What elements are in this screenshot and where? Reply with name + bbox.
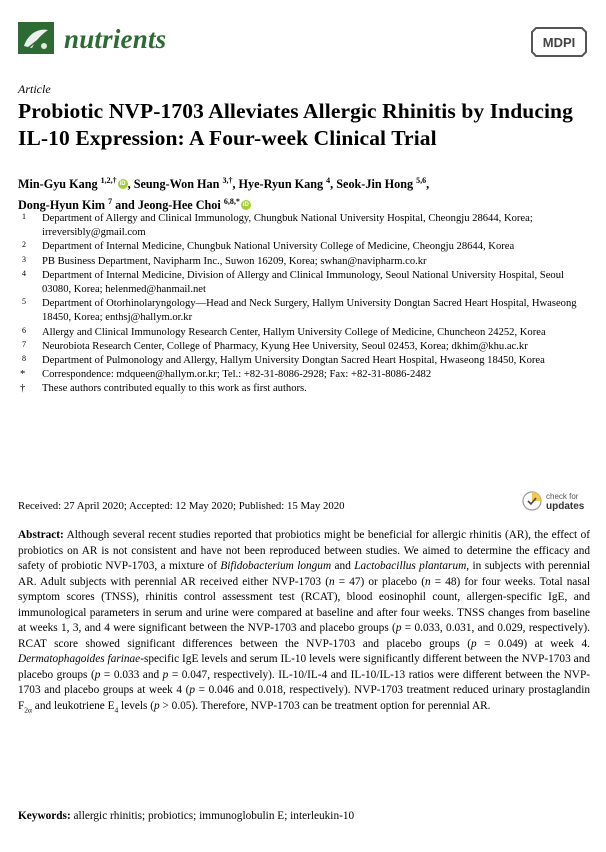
subscript: 4 [114, 704, 119, 714]
abstract-text: , in subjects with perennial AR. Adult subjects with perennial AR received either NVP-1703 ( [18, 560, 591, 588]
affiliation-text: Department of Internal Medicine, Chungbuk National University College of Medicine, Cheongju 28644, Korea [42, 241, 515, 253]
affiliation-item [18, 297, 593, 325]
check-for-updates-icon [522, 491, 542, 511]
affiliation-item [18, 240, 593, 254]
orcid-icon[interactable] [118, 179, 128, 189]
stat-symbol: p [162, 668, 169, 681]
author-affiliation-marks: 5,6 [416, 176, 427, 185]
author-affiliation-marks: 7 [108, 197, 113, 206]
abstract-text: = 0.049) at week 4. [476, 637, 590, 650]
abstract-text: levels ( [118, 699, 154, 712]
abstract-text: = 48) for four weeks. Total nasal symptom scores (TNSS), rhinitis control assessment test (RCAT), blood eosinophil count, allergen-specific IgE, and immunological parameters in serum and urine were compared at baseline and after four weeks. TNSS changes from baseline at weeks 1, 3, and 4 were significant between the NVP-1703 and placebo groups ( [18, 575, 590, 634]
author-name[interactable]: Dong-Hyun Kim [18, 198, 106, 212]
article-type: Article [18, 82, 51, 96]
affiliation-mark: 4 [22, 268, 26, 278]
article-title: Probiotic NVP-1703 Alleviates Allergic Rhinitis by Inducing IL-10 Expression: A Four-week Clinical Trial [18, 99, 573, 150]
author-affiliation-marks: 6,8,* [223, 197, 240, 206]
stat-symbol: p [94, 668, 101, 681]
affiliation-item [18, 368, 593, 382]
mdpi-logo-icon [530, 26, 588, 58]
abstract-text: and leukotriene E [31, 699, 115, 712]
author-separator: , [426, 177, 430, 191]
author-separator: , [127, 177, 134, 191]
stat-symbol: p [471, 637, 477, 650]
stat-symbol: p [395, 622, 402, 634]
stat-symbol: p [154, 699, 160, 712]
stat-symbol: p [189, 684, 196, 696]
author-affiliation-marks: 3,† [222, 176, 233, 185]
affiliation-mark: 7 [22, 339, 26, 349]
affiliation-text: Neurobiota Research Center, College of Pharmacy, Kyung Hee University, Seoul 02453, Korea; dkhim@khu.ac.kr [42, 340, 528, 352]
abstract-text: = 0.033 and [100, 668, 163, 681]
author-list [18, 172, 588, 214]
affiliation-item [18, 382, 593, 396]
affiliation-item [18, 212, 593, 240]
keywords-label: Keywords: [18, 810, 71, 822]
abstract-text: = 0.046 and 0.018, respectively). NVP-1703 treatment reduced urinary prostaglandin F [18, 684, 590, 712]
affiliation-mark: 1 [22, 212, 26, 221]
affiliation-item [18, 326, 593, 340]
affiliation-item [18, 255, 593, 269]
author-name[interactable]: Hye-Ryun Kang [238, 177, 324, 191]
abstract-text: = 0.033, 0.031, and 0.029, respectively). RCAT score showed significant differences between the NVP-1703 and placebo groups ( [18, 622, 590, 650]
author-name[interactable]: Jeong-Hee Choi [137, 198, 221, 212]
author-name[interactable]: Seung-Won Han [133, 177, 220, 191]
nutrients-logo-icon [18, 22, 54, 54]
author-name[interactable]: Seok-Jin Hong [336, 177, 414, 191]
abstract [18, 528, 590, 717]
author-affiliation-marks: 1,2,† [100, 176, 117, 185]
stat-symbol: n [424, 575, 431, 588]
affiliation-item [18, 340, 593, 354]
stat-symbol: n [328, 575, 335, 588]
affiliation-text: Department of Internal Medicine, Division of Allergy and Clinical Immunology, Seoul National University Hospital, Seoul 03080, Korea; helenmed@hanmail.net [42, 269, 564, 296]
affiliation-text: These authors contributed equally to this work as first authors. [42, 383, 307, 395]
affiliation-text: Department of Pulmonology and Allergy, Hallym University Dongtan Sacred Heart Hospital, Hwaseong 18450, Korea [42, 355, 545, 367]
affiliation-mark: 8 [22, 354, 26, 364]
author-name[interactable]: Min-Gyu Kang [18, 177, 98, 191]
affiliation-mark: 6 [22, 325, 26, 335]
affiliation-item [18, 354, 593, 368]
subscript: 2α [24, 704, 32, 714]
publisher-name: MDPI [542, 35, 576, 50]
affiliation-mark: 3 [22, 254, 26, 264]
publication-dates: Received: 27 April 2020; Accepted: 12 May 2020; Published: 15 May 2020 [18, 500, 345, 512]
author-separator: and [112, 198, 138, 212]
affiliation-mark: † [20, 383, 26, 395]
abstract-text: = 0.047, respectively). IL-10/IL-4 and IL-10/IL-13 ratios were different between the NVP-1703 and placebo groups at week 4 ( [18, 668, 590, 696]
affiliation-text: Department of Otorhinolaryngology—Head and Neck Surgery, Hallym University Dongtan Sacred Heart Hospital, Hwaseong 18450, Korea; enthsj@hallym.or.kr [42, 298, 577, 324]
abstract-text: Although several recent studies reported that probiotics might be beneficial for allergic rhinitis (AR), the effect of probiotics on AR is not consistent and have not been reproduced between studies. We aimed to determine the efficacy and safety of probiotic NVP-1703, a mixture of [18, 529, 590, 572]
abstract-text: and [331, 560, 355, 572]
keywords [18, 810, 590, 822]
affiliation-text: Department of Allergy and Clinical Immunology, Chungbuk National University Hospital, Cheongju 28644, Korea; irreversibly@gmail.com [42, 213, 533, 239]
affiliation-mark: 5 [22, 297, 26, 307]
species-name: Lactobacillus plantarum [354, 560, 467, 572]
abstract-text: -specific IgE levels and serum IL-10 levels were significantly different between the NVP-1703 and placebo groups ( [18, 653, 590, 681]
journal-header [18, 20, 588, 60]
author-affiliation-marks: 4 [326, 176, 331, 185]
updates-label: updates [546, 501, 585, 512]
affiliation-item [18, 269, 593, 297]
abstract-text: > 0.05). Therefore, NVP-1703 can be treatment option for perennial AR. [159, 699, 491, 712]
journal-name: nutrients [64, 24, 167, 54]
species-name: Bifidobacterium longum [220, 560, 332, 572]
orcid-icon[interactable] [241, 200, 251, 210]
affiliation-mark: 2 [22, 240, 26, 250]
affiliation-text: Allergy and Clinical Immunology Research Center, Hallym University College of Medicine, Chuncheon 24252, Korea [42, 326, 546, 338]
affiliation-text: PB Business Department, Navipharm Inc., Suwon 16209, Korea; swhan@navipharm.co.kr [42, 255, 427, 267]
check-for-label: check for [546, 492, 579, 501]
check-for-updates-badge[interactable] [522, 489, 590, 515]
species-name: Dermatophagoides farinae [18, 653, 141, 665]
author-separator: , [232, 177, 239, 191]
affiliation-list [18, 212, 593, 397]
abstract-label: Abstract: [18, 529, 64, 541]
abstract-text: = 47) or placebo ( [334, 575, 425, 588]
affiliation-mark: * [20, 369, 26, 381]
keywords-text: allergic rhinitis; probiotics; immunoglobulin E; interleukin-10 [70, 810, 355, 822]
affiliation-text: Correspondence: mdqueen@hallym.or.kr; Tel.: +82-31-8086-2928; Fax: +82-31-8086-2482 [42, 369, 432, 381]
author-separator: , [330, 177, 337, 191]
